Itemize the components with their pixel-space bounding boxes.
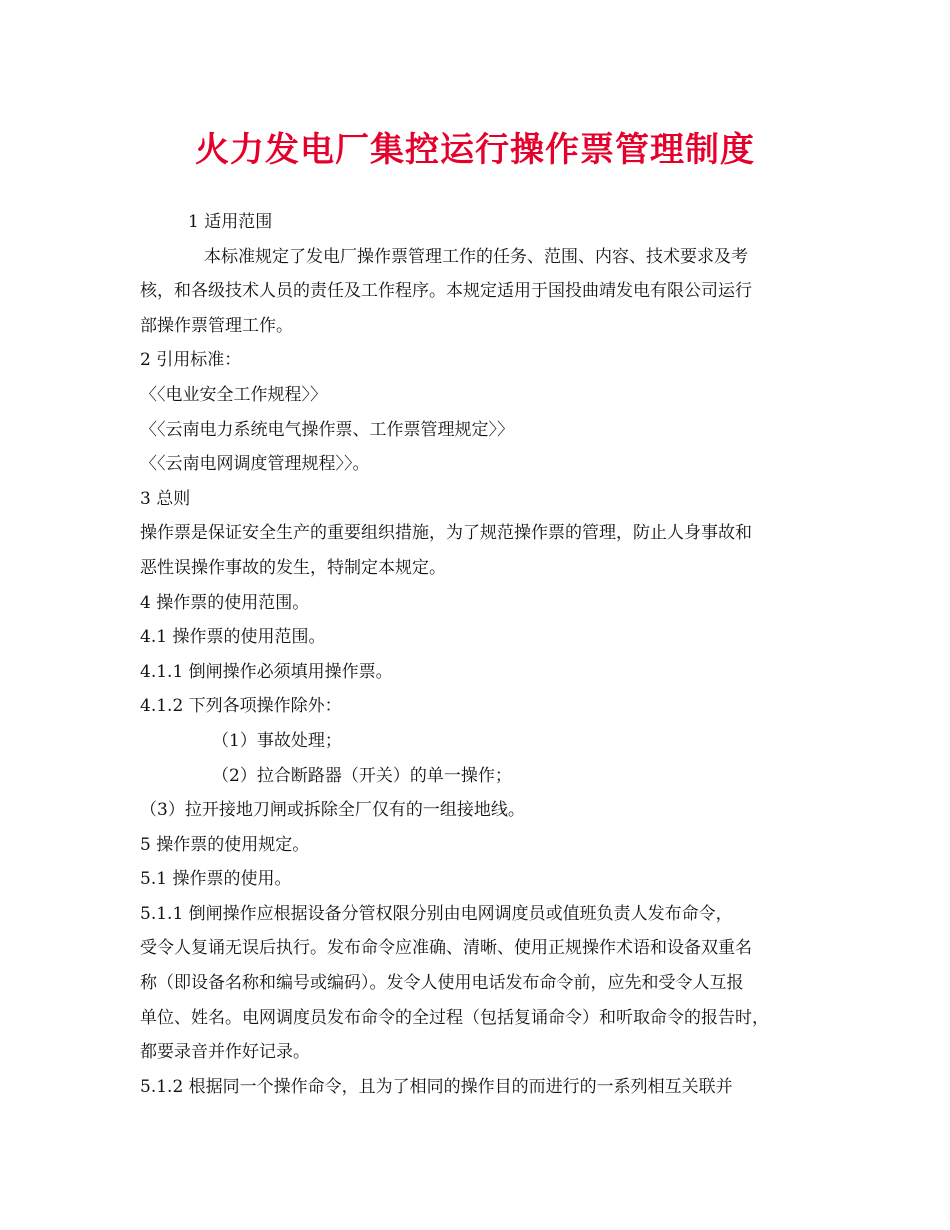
paragraph-line: 本标准规定了发电厂操作票管理工作的任务、范围、内容、技术要求及考 [204, 246, 748, 267]
subsection-heading: 5.1 操作票的使用。 [140, 869, 292, 890]
subsection-heading: 4.1 操作票的使用范围。 [140, 627, 326, 648]
document-body [140, 205, 830, 1104]
list-item: （2）拉合断路器（开关）的单一操作； [212, 765, 512, 786]
clause-line: 5.1.1 倒闸操作应根据设备分管权限分别由电网调度员或值班负责人发布命令， [140, 903, 733, 924]
section-heading-3: 3 总则 [140, 488, 191, 509]
paragraph-line: 受令人复诵无误后执行。发布命令应准确、清晰、使用正规操作术语和设备双重名 [140, 938, 752, 959]
reference-item: 〈〈云南电力系统电气操作票、工作票管理规定〉〉 [140, 419, 514, 440]
list-item: （1）事故处理； [212, 730, 342, 751]
clause-line: 4.1.2 下列各项操作除外： [140, 696, 342, 717]
list-item: （3）拉开接地刀闸或拆除全厂仅有的一组接地线。 [140, 800, 525, 821]
section-heading-4: 4 操作票的使用范围。 [140, 592, 310, 613]
clause-line: 5.1.2 根据同一个操作命令，且为了相同的操作目的而进行的一系列相互关联并 [140, 1076, 733, 1097]
document-title: 火力发电厂集控运行操作票管理制度 [195, 130, 755, 170]
clause-line: 4.1.1 倒闸操作必须填用操作票。 [140, 661, 393, 682]
section-heading-5: 5 操作票的使用规定。 [140, 834, 310, 855]
paragraph-line: 核，和各级技术人员的责任及工作程序。本规定适用于国投曲靖发电有限公司运行 [140, 281, 752, 302]
reference-item: 〈〈电业安全工作规程〉〉 [140, 384, 327, 405]
paragraph-line: 恶性误操作事故的发生，特制定本规定。 [140, 557, 446, 578]
paragraph-line: 部操作票管理工作。 [140, 315, 293, 336]
paragraph-line: 操作票是保证安全生产的重要组织措施，为了规范操作票的管理，防止人身事故和 [140, 523, 752, 544]
paragraph-line: 都要录音并作好记录。 [140, 1042, 310, 1063]
reference-item: 〈〈云南电网调度管理规程〉〉。 [140, 454, 370, 475]
paragraph-line: 称（即设备名称和编号或编码）。发令人使用电话发布命令前，应先和受令人互报 [140, 973, 744, 994]
section-heading-2: 2 引用标准： [140, 350, 242, 371]
paragraph-line: 单位、姓名。电网调度员发布命令的全过程（包括复诵命令）和听取命令的报告时， [140, 1007, 769, 1028]
section-heading-1: 1 适用范围 [188, 212, 273, 232]
